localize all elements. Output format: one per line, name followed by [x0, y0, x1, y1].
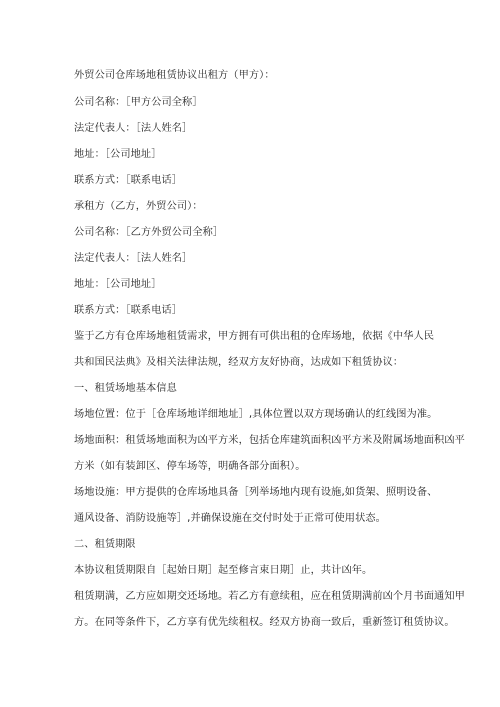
lessor-address: 地址：［公司地址］ [74, 149, 162, 160]
lease-term: 本协议租赁期限自［起始日期］起至修言束日期］止，共计凶年。 [74, 565, 373, 576]
renewal-line-2: 方。在同等条件下，乙方享有优先续租权。经双方协商一致后，重新签订租赁协议。 [74, 617, 455, 628]
lessee-contact: 联系方式：［联系电话］ [74, 305, 183, 316]
preamble-line-2: 共和国民法典》及相关法律法规，经双方友好协商，达成如下租赁协议： [74, 357, 404, 368]
lessee-legal-rep: 法定代表人：［法人姓名］ [74, 253, 193, 264]
site-location: 场地位置：位于［仓库场地详细地址］,具体位置以双方现场确认的红线图为准。 [74, 409, 438, 420]
section-heading-2: 二、租赁期限 [74, 539, 136, 550]
lessee-heading: 承租方（乙方，外贸公司）： [74, 201, 203, 212]
renewal-line-1: 租赁期满，乙方应如期交还场地。若乙方有意续租，应在租赁期满前凶个月书面通知甲 [74, 591, 465, 602]
site-facilities-line-1: 场地设施：甲方提供的仓库场地具备［列举场地内现有设施,如货架、照明设备、 [74, 487, 438, 498]
lessor-contact: 联系方式：［联系电话］ [74, 175, 183, 186]
site-area-line-1: 场地面积：租赁场地面积为凶平方米，包括仓库建筑面积凶平方米及附属场地面积凶平 [74, 435, 465, 446]
lessee-company-name: 公司名称：［乙方外贸公司全称］ [74, 227, 224, 238]
site-area-line-2: 方米（如有装卸区、停车场等，明确各部分面积）。 [74, 461, 306, 472]
lessee-address: 地址：［公司地址］ [74, 279, 162, 290]
preamble-line-1: 鉴于乙方有仓库场地租赁需求，甲方拥有可供出租的仓库场地，依据《中华人民 [74, 331, 435, 342]
lessor-company-name: 公司名称：［甲方公司全称］ [74, 97, 203, 108]
lessor-legal-rep: 法定代表人：［法人姓名］ [74, 123, 193, 134]
doc-title-line: 外贸公司仓库场地租赁协议出租方（甲方）： [74, 70, 275, 81]
section-heading-1: 一、租赁场地基本信息 [74, 383, 177, 394]
site-facilities-line-2: 通风设备、消防设施等］,并确保设施在交付时处于正常可使用状态。 [74, 513, 386, 524]
